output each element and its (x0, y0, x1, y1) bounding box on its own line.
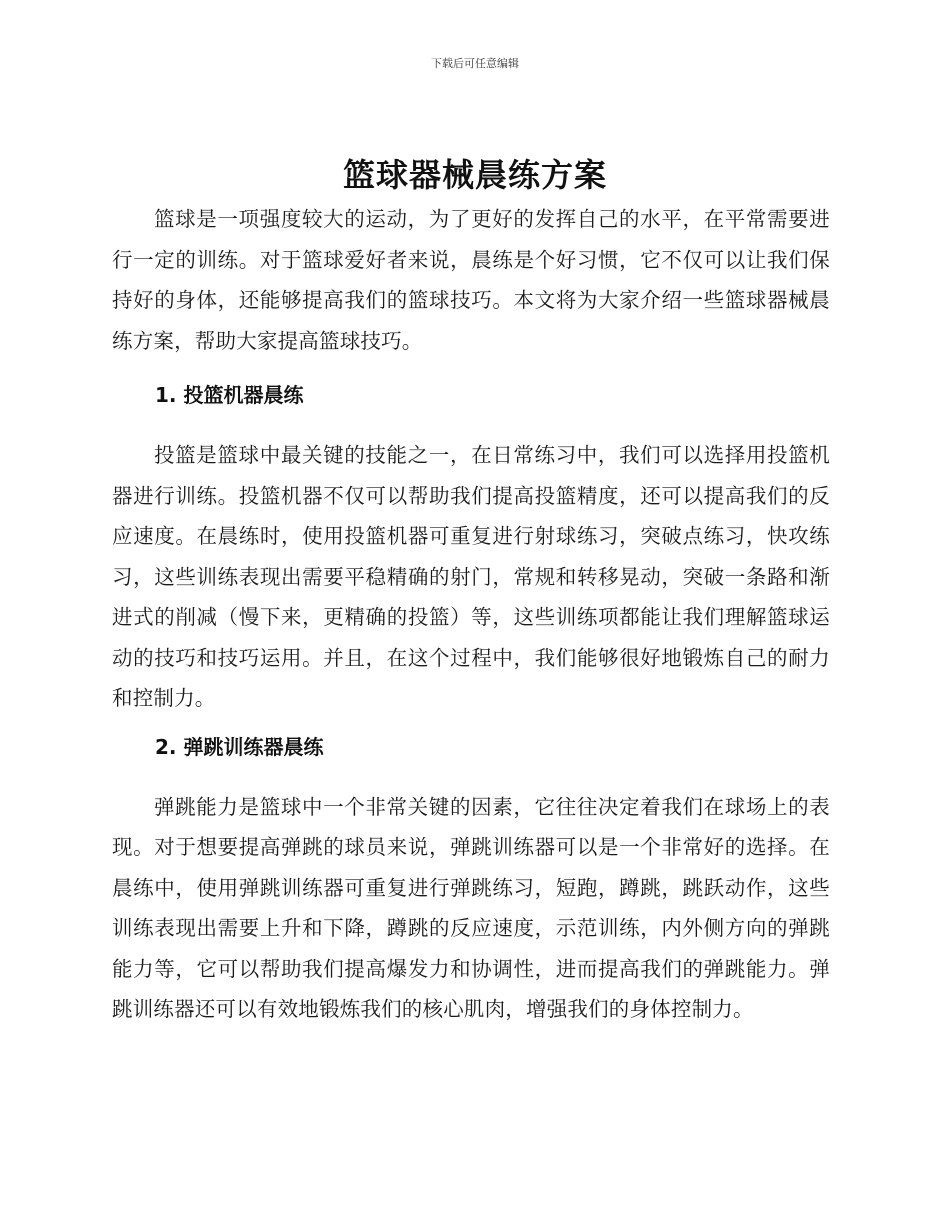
section-heading-jump-trainer: 2. 弹跳训练器晨练 (155, 734, 324, 759)
document-body (112, 199, 830, 1030)
section-heading-shooting-machine: 1. 投篮机器晨练 (155, 383, 304, 407)
intro-paragraph: 篮球是一项强度较大的运动，为了更好的发挥自己的水平，在平常需要进行一定的训练。对于篮球爱好者来说，晨练是个好习惯，它不仅可以让我们保持好的身体，还能够提高我们的篮球技巧。本文将为大家介绍一些篮球器械晨练方案，帮助大家提高篮球技巧。 (112, 207, 830, 353)
document-title: 篮球器械晨练方案 (342, 156, 607, 194)
section-body-jump-trainer: 弹跳能力是篮球中一个非常关键的因素，它往往决定着我们在球场上的表现。对于想要提高弹跳的球员来说，弹跳训练器可以是一个非常好的选择。在晨练中，使用弹跳训练器可重复进行弹跳练习，短跑，蹲跳，跳跃动作，这些训练表现出需要上升和下降，蹲跳的反应速度，示范训练，内外侧方向的弹跳能力等，它可以帮助我们提高爆发力和协调性，进而提高我们的弹跳能力。弹跳训练器还可以有效地锻炼我们的核心肌肉，增强我们的身体控制力。 (112, 794, 830, 1021)
section-body-shooting-machine: 投篮是篮球中最关键的技能之一，在日常练习中，我们可以选择用投篮机器进行训练。投篮机器不仅可以帮助我们提高投篮精度，还可以提高我们的反应速度。在晨练时，使用投篮机器可重复进行射球练习，突破点练习，快攻练习，这些训练表现出需要平稳精确的射门，常规和转移晃动，突破一条路和渐进式的削减（慢下来，更精确的投篮）等，这些训练项都能让我们理解篮球运动的技巧和技巧运用。并且，在这个过程中，我们能够很好地锻炼自己的耐力和控制力。 (112, 443, 830, 710)
header-note: 下载后可任意编辑 (431, 57, 519, 70)
